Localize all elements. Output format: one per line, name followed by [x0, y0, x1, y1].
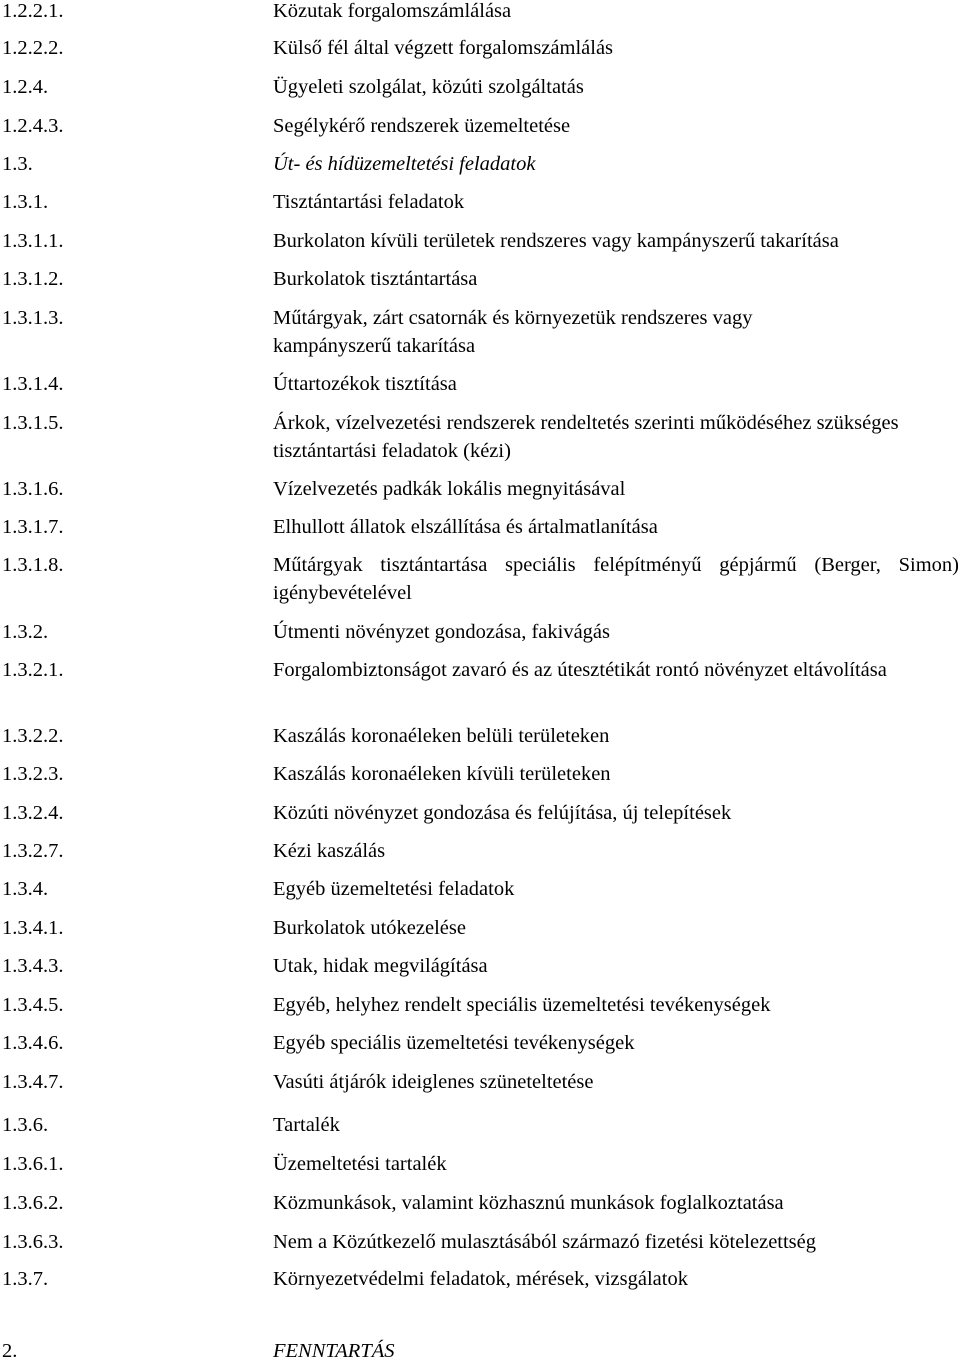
item-number: 1.3.2.7.	[2, 840, 64, 862]
item-number: 1.3.1.2.	[2, 268, 64, 290]
item-number: 1.3.4.5.	[2, 994, 64, 1016]
item-text: Közmunkások, valamint közhasznú munkások foglalkoztatása	[273, 1192, 784, 1214]
item-number: 1.3.1.	[2, 191, 49, 213]
item-text: Tisztántartási feladatok	[273, 191, 465, 213]
item-number: 1.3.4.	[2, 878, 49, 900]
item-text: Segélykérő rendszerek üzemeltetése	[273, 115, 571, 137]
item-number: 1.2.4.	[2, 76, 49, 98]
item-text: Ügyeleti szolgálat, közúti szolgáltatás	[273, 76, 584, 98]
item-text: Egyéb, helyhez rendelt speciális üzemeltetési tevékenységek	[273, 994, 771, 1016]
item-text: Úttartozékok tisztítása	[273, 373, 457, 395]
item-text: Egyéb üzemeltetési feladatok	[273, 878, 515, 900]
item-text: FENNTARTÁS	[273, 1340, 395, 1362]
item-text: Kézi kaszálás	[273, 840, 386, 862]
item-number: 1.3.4.6.	[2, 1032, 64, 1054]
item-text: Árkok, vízelvezetési rendszerek rendeltetés szerinti működéséhez szükséges tisztántartási feladatok (kézi)	[273, 412, 899, 462]
item-text: Üzemeltetési tartalék	[273, 1153, 447, 1175]
item-text: Burkolatok tisztántartása	[273, 268, 478, 290]
item-text: Kaszálás koronaéleken kívüli területeken	[273, 763, 611, 785]
item-number: 1.3.1.4.	[2, 373, 64, 395]
item-number: 1.3.1.8.	[2, 554, 64, 576]
item-number: 1.2.2.2.	[2, 37, 64, 59]
item-text: Elhullott állatok elszállítása és ártalmatlanítása	[273, 516, 658, 538]
item-number: 1.3.4.3.	[2, 955, 64, 977]
item-number: 1.3.4.7.	[2, 1071, 64, 1093]
item-text: Műtárgyak tisztántartása speciális felépítményű gépjármű (Berger, Simon) igénybevételével	[273, 554, 959, 604]
item-number: 1.3.2.1.	[2, 659, 64, 681]
item-number: 1.2.4.3.	[2, 115, 64, 137]
item-number: 1.3.4.1.	[2, 917, 64, 939]
item-number: 1.3.	[2, 153, 33, 175]
item-text: Környezetvédelmi feladatok, mérések, vizsgálatok	[273, 1268, 688, 1290]
item-text: Vízelvezetés padkák lokális megnyitásával	[273, 478, 626, 500]
item-text: Utak, hidak megvilágítása	[273, 955, 488, 977]
item-number: 1.3.6.	[2, 1114, 49, 1136]
item-text: Műtárgyak, zárt csatornák és környezetük rendszeres vagy kampányszerű takarítása	[273, 307, 753, 357]
item-text: Külső fél által végzett forgalomszámlálás	[273, 37, 614, 59]
item-text: Vasúti átjárók ideiglenes szüneteltetése	[273, 1071, 594, 1093]
item-number: 1.3.6.1.	[2, 1153, 64, 1175]
item-number: 1.3.1.3.	[2, 307, 64, 329]
item-number: 1.3.1.1.	[2, 230, 64, 252]
item-number: 1.3.1.7.	[2, 516, 64, 538]
item-number: 1.3.2.	[2, 621, 49, 643]
item-number: 1.3.6.3.	[2, 1231, 64, 1253]
item-text: Burkolatok utókezelése	[273, 917, 466, 939]
item-text: Kaszálás koronaéleken belüli területeken	[273, 725, 610, 747]
item-text: Közutak forgalomszámlálása	[273, 0, 512, 22]
item-text: Út- és hídüzemeltetési feladatok	[273, 153, 536, 175]
item-number: 2.	[2, 1340, 18, 1362]
item-number: 1.3.2.2.	[2, 725, 64, 747]
item-number: 1.3.7.	[2, 1268, 49, 1290]
item-number: 1.3.1.5.	[2, 412, 64, 434]
item-number: 1.3.1.6.	[2, 478, 64, 500]
item-number: 1.3.2.4.	[2, 802, 64, 824]
item-text: Burkolaton kívüli területek rendszeres vagy kampányszerű takarítása	[273, 230, 839, 252]
item-text: Tartalék	[273, 1114, 340, 1136]
item-text: Forgalombiztonságot zavaró és az útesztétikát rontó növényzet eltávolítása	[273, 659, 887, 681]
item-text: Nem a Közútkezelő mulasztásából származó fizetési kötelezettség	[273, 1231, 817, 1253]
item-number: 1.3.2.3.	[2, 763, 64, 785]
item-text: Egyéb speciális üzemeltetési tevékenységek	[273, 1032, 635, 1054]
item-text: Útmenti növényzet gondozása, fakivágás	[273, 621, 610, 643]
item-number: 1.3.6.2.	[2, 1192, 64, 1214]
item-number: 1.2.2.1.	[2, 0, 64, 22]
item-text: Közúti növényzet gondozása és felújítása, új telepítések	[273, 802, 732, 824]
